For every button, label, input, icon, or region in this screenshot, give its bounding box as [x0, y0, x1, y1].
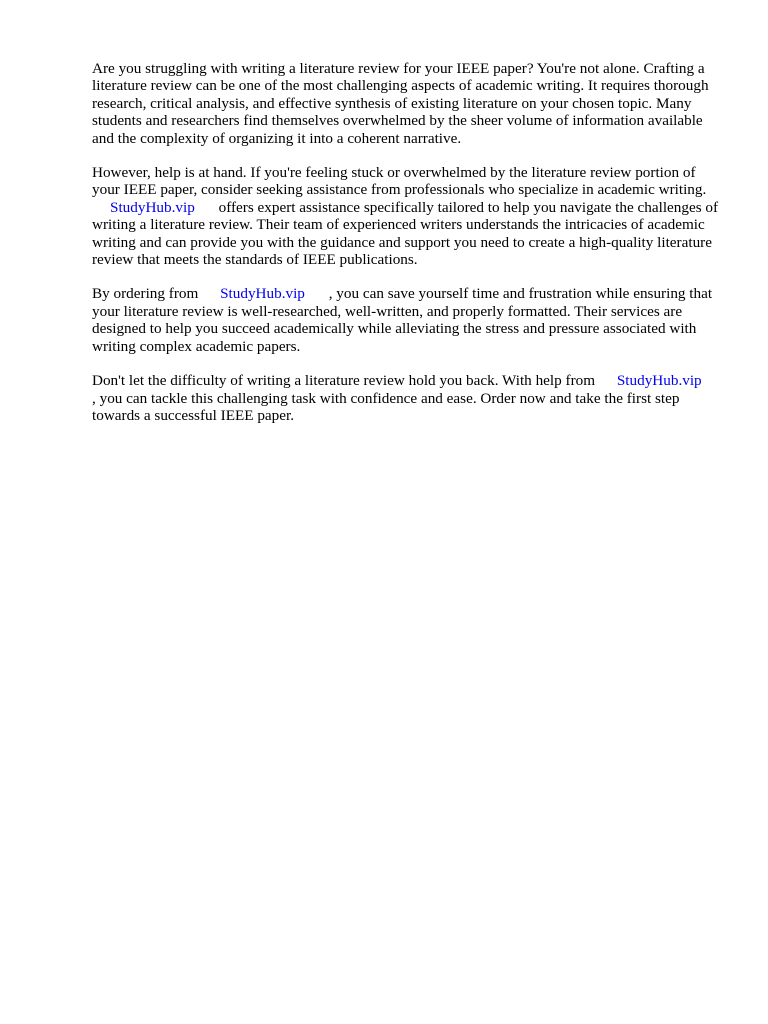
paragraph-help-text-before: However, help is at hand. If you're feeling stuck or overwhelmed by the literature review portion of your IEEE paper, consider seeking assistance from professionals who specialize in academic writing.	[92, 164, 707, 199]
studyhub-link[interactable]: StudyHub.vip	[110, 198, 195, 216]
paragraph-closing	[92, 372, 722, 424]
paragraph-help-text-after: offers expert assistance specifically tailored to help you navigate the challenges of writing a literature review. Their team of experienced writers understands the intricacies of academic writing and can provide you with the guidance and support you need to create a high-quality literature review that meets the standards of IEEE publications.	[92, 198, 719, 269]
paragraph-ordering-text-before: By ordering from	[92, 285, 199, 303]
paragraph-closing-text-before: Don't let the difficulty of writing a literature review hold you back. With help from	[92, 372, 596, 390]
paragraph-ordering-text-after: , you can save yourself time and frustration while ensuring that your literature review is well-researched, well-written, and properly formatted. Their services are designed to help you succeed academically while alleviating the stress and pressure associated with writing complex academic papers.	[92, 285, 713, 355]
paragraph-help	[92, 164, 722, 268]
paragraph-intro: Are you struggling with writing a literature review for your IEEE paper? You're not alone. Crafting a literature review can be one of the most challenging aspects of academic writing. It requires thorough research, critical analysis, and effective synthesis of existing literature on your chosen topic. Many students and researchers find themselves overwhelmed by the sheer volume of information available and the complexity of organizing it into a coherent narrative.	[92, 60, 709, 147]
paragraph-ordering	[92, 285, 722, 355]
studyhub-link[interactable]: StudyHub.vip	[220, 285, 305, 303]
studyhub-link[interactable]: StudyHub.vip	[616, 372, 702, 390]
document-body	[92, 60, 722, 441]
paragraph-closing-text-after: , you can tackle this challenging task with confidence and ease. Order now and take the first step towards a successful IEEE paper.	[92, 389, 680, 424]
